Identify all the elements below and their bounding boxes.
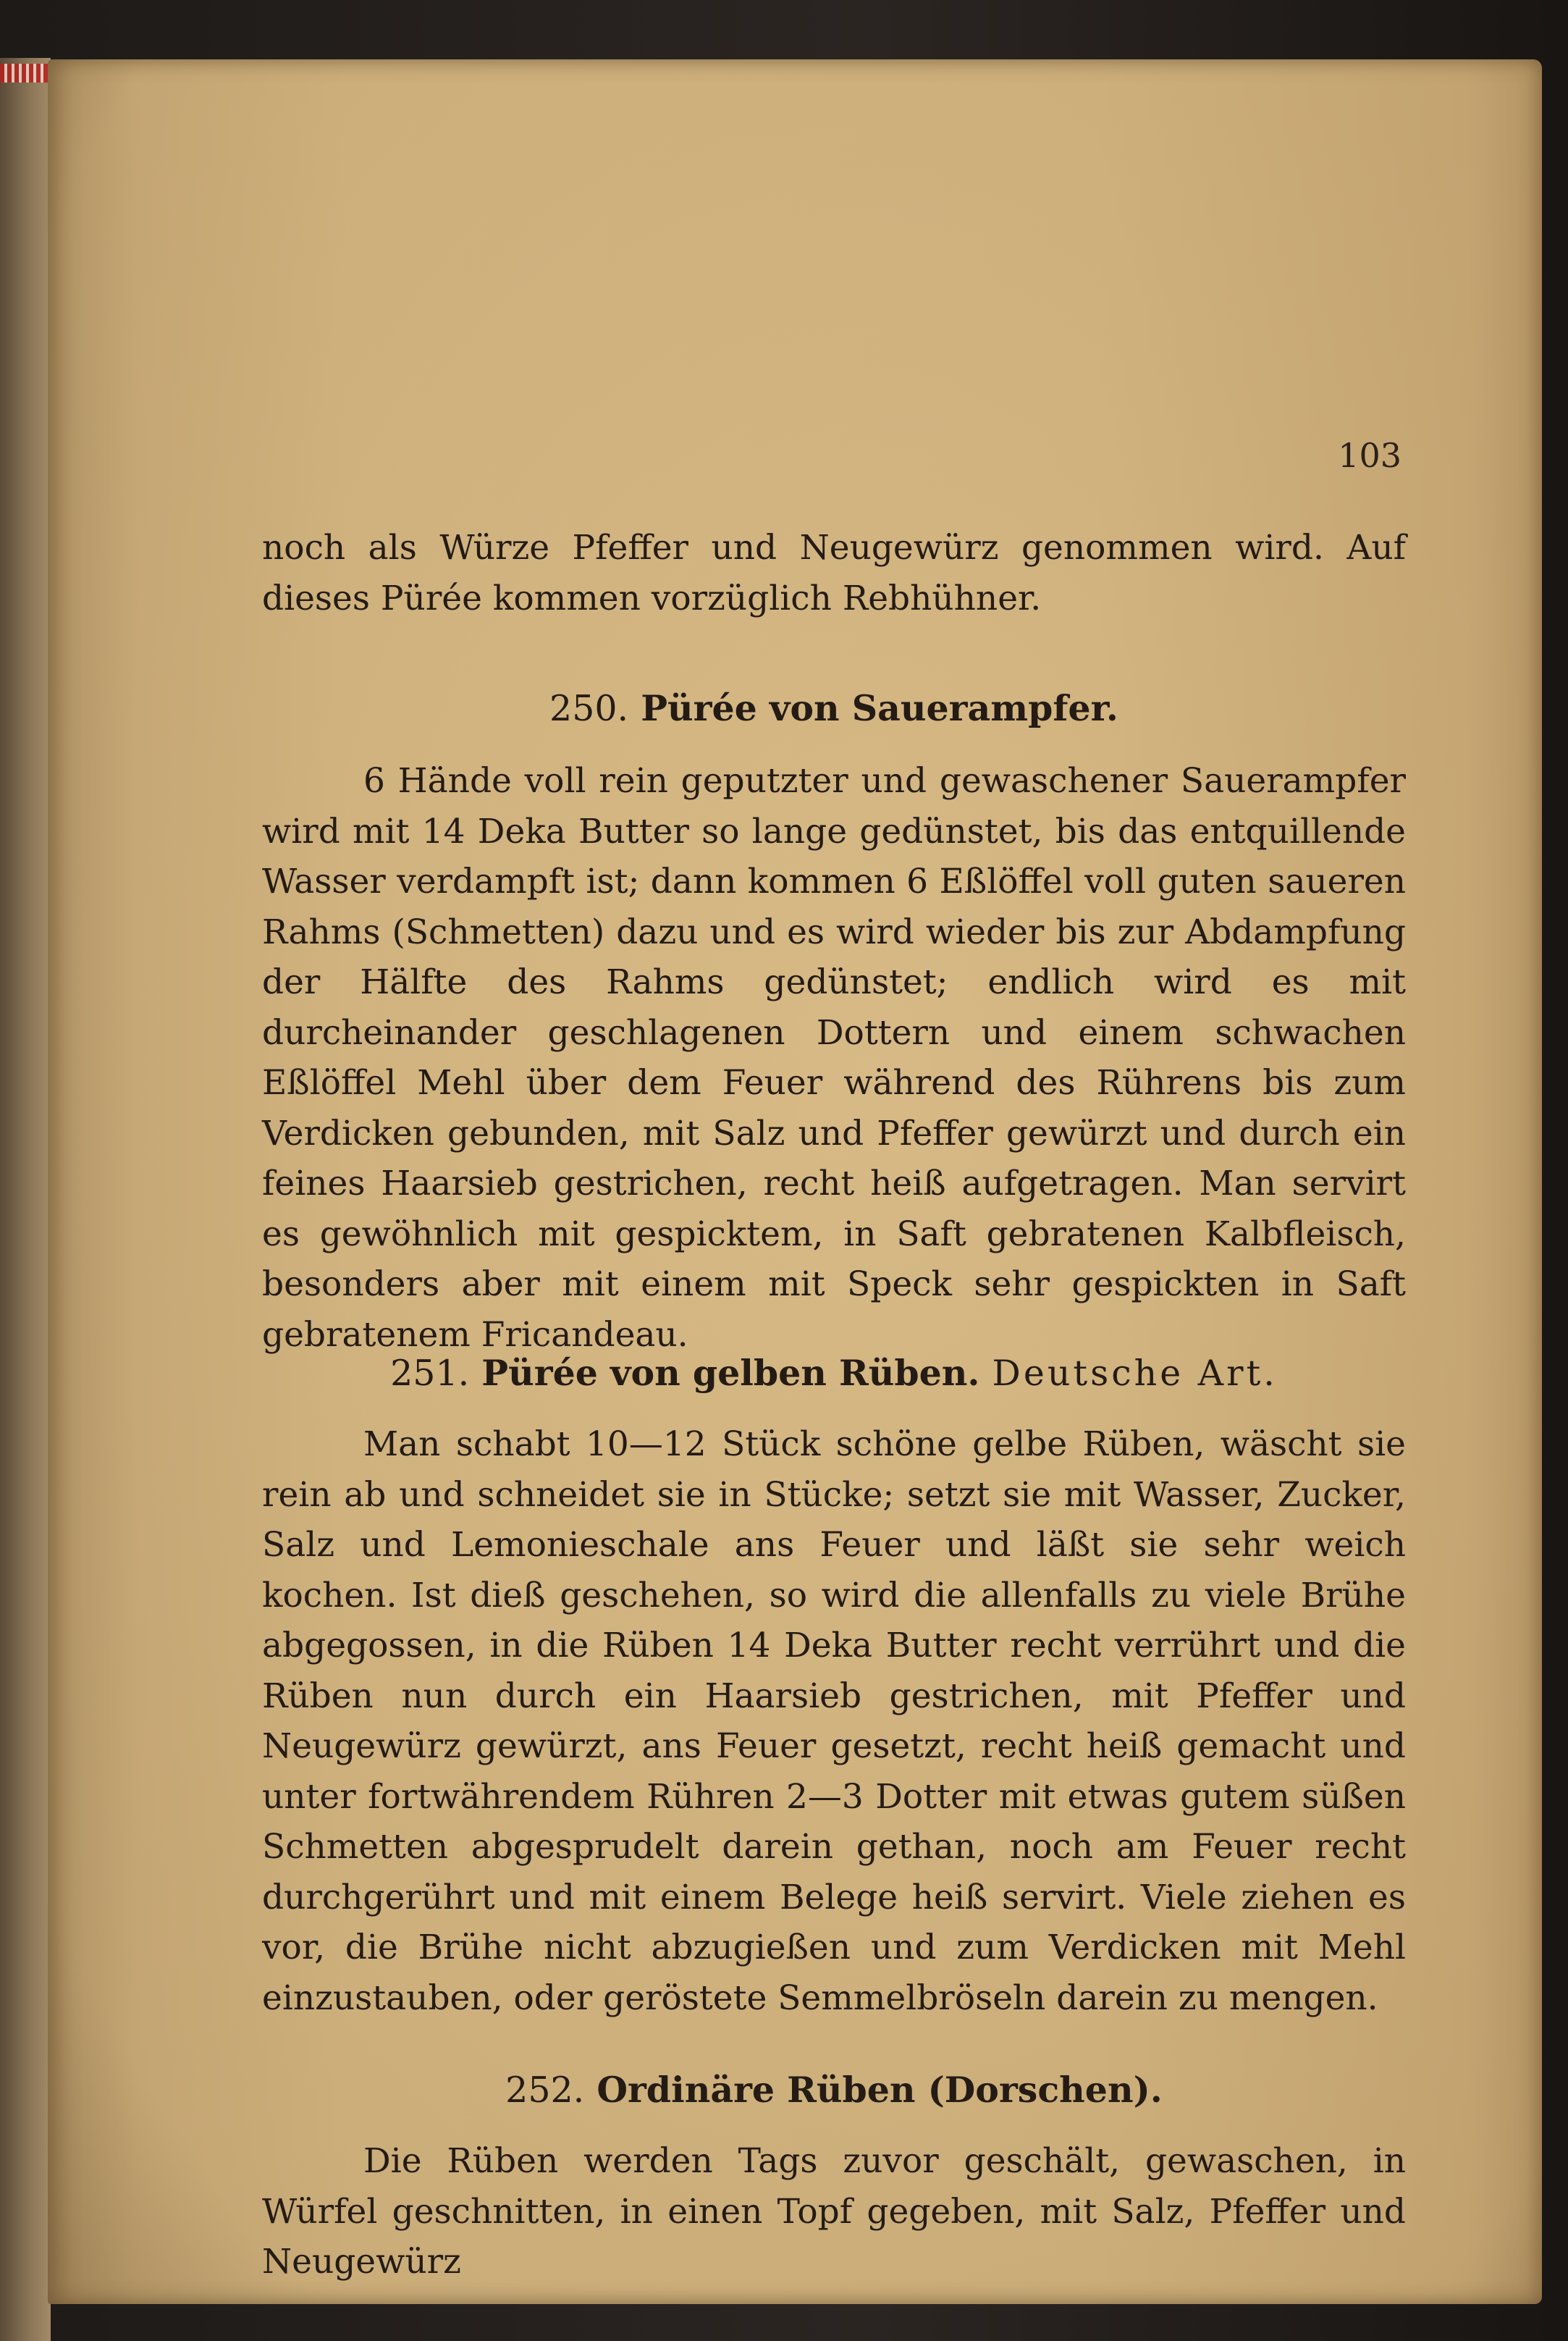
recipe-number: 252.	[505, 2069, 585, 2111]
intro-paragraph: noch als Würze Pfeffer und Neugewürz genommen wird. Auf dieses Pürée kommen vorzüglich Rebhühner.	[262, 528, 1406, 618]
book-spine	[0, 58, 51, 2341]
recipe-heading-252	[262, 2065, 1406, 2116]
recipe-heading-250	[262, 684, 1406, 734]
recipe-title: Pürée von gelben Rüben.	[481, 1352, 980, 1394]
recipe-heading-251	[262, 1348, 1406, 1399]
recipe-subtitle: Deutsche Art.	[992, 1353, 1278, 1394]
recipe-body-251: Man schabt 10—12 Stück schöne gelbe Rüben, wäscht sie rein ab und schneidet sie in Stücke; setzt sie mit Wasser, Zucker, Salz und Lemonieschale ans Feuer und läßt sie sehr weich kochen. Ist dieß geschehen, so wird die allenfalls zu viele Brühe abgegossen, in die Rüben 14 Deka Butter recht verrührt und die Rüben nun durch ein Haarsieb gestrichen, mit Pfeffer und Neugewürz gewürzt, ans Feuer gesetzt, recht heiß gemacht und unter fortwährendem Rühren 2—3 Dotter mit etwas gutem süßen Schmetten abgesprudelt darein gethan, noch am Feuer recht durchgerührt und mit einem Belege heiß servirt. Viele ziehen es vor, die Brühe nicht abzugießen und zum Verdicken mit Mehl einzustauben, oder geröstete Semmelbröseln darein zu mengen.	[262, 1424, 1406, 2018]
recipe-number: 250.	[549, 688, 629, 729]
ribbon-marker	[0, 64, 51, 83]
recipe-body-252: Die Rüben werden Tags zuvor geschält, gewaschen, in Würfel geschnitten, in einen Topf gegeben, mit Salz, Pfeffer und Neugewürz	[262, 2141, 1406, 2282]
recipe-title: Ordinäre Rüben (Dorschen).	[597, 2069, 1163, 2111]
page-number: 103	[1338, 436, 1401, 475]
book-page	[48, 59, 1542, 2304]
recipe-title: Pürée von Sauerampfer.	[641, 687, 1118, 729]
recipe-body-250: 6 Hände voll rein geputzter und gewaschener Sauerampfer wird mit 14 Deka Butter so lange gedünstet, bis das entquillende Wasser verdampft ist; dann kommen 6 Eßlöffel voll guten saueren Rahms (Schmetten) dazu und es wird wieder bis zur Abdampfung der Hälfte des Rahms gedünstet; endlich wird es mit durcheinander geschlagenen Dottern und einem schwachen Eßlöffel Mehl über dem Feuer während des Rührens bis zum Verdicken gebunden, mit Salz und Pfeffer gewürzt und durch ein feines Haarsieb gestrichen, recht heiß aufgetragen. Man servirt es gewöhnlich mit gespicktem, in Saft gebratenen Kalbfleisch, besonders aber mit einem mit Speck sehr gespickten in Saft gebratenem Fricandeau.	[262, 761, 1406, 1355]
recipe-number: 251.	[390, 1353, 470, 1394]
